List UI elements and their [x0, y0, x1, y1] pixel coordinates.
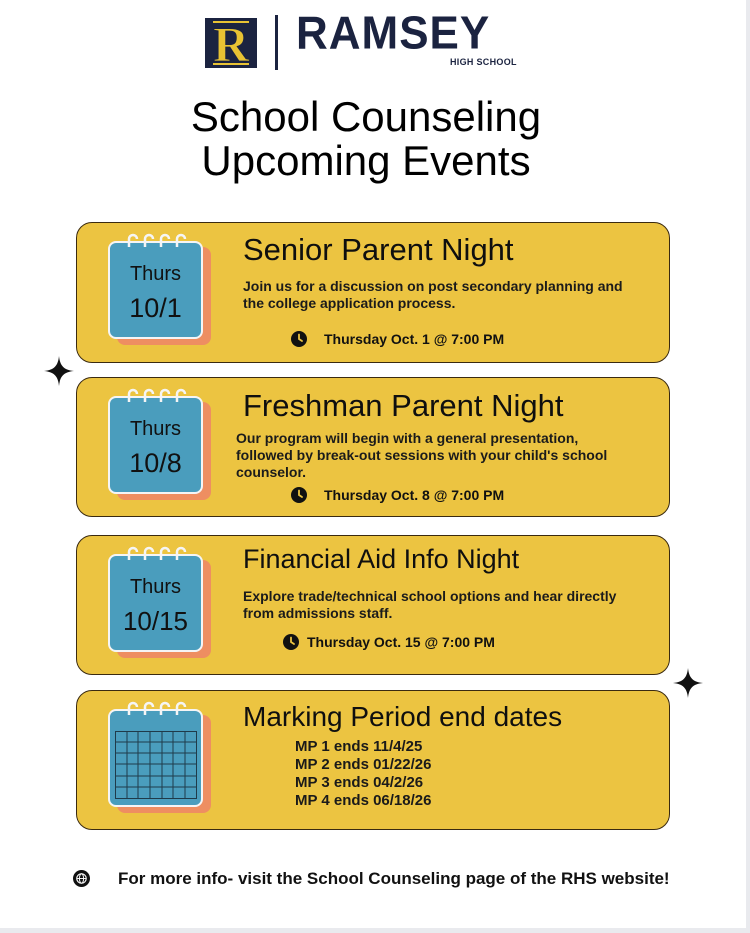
globe-icon: [73, 870, 90, 887]
event-card-financial-aid: [76, 535, 670, 675]
event-title: Financial Aid Info Night: [243, 544, 520, 574]
event-time: Thursday Oct. 1 @ 7:00 PM: [324, 331, 505, 347]
title-line-1: School Counseling: [190, 93, 542, 140]
event-description: Explore trade/technical school options and hear directly from admissions staff.: [243, 588, 617, 621]
event-description: Our program will begin with a general presentation, followed by break-out sessions with your child's school counselor.: [236, 430, 608, 480]
ramsey-r-logo: [203, 16, 259, 70]
calendar-grid: [115, 731, 197, 799]
marking-period-card: [76, 690, 670, 830]
page-title: [0, 95, 732, 183]
calendar-day: Thurs: [129, 576, 182, 598]
event-description: Join us for a discussion on post secondary planning and the college application process.: [243, 278, 623, 311]
event-card-senior-parent-night: [76, 222, 670, 363]
footer-info: For more info- visit the School Counseling page of the RHS website!: [118, 869, 670, 888]
calendar-date: 10/15: [122, 606, 189, 636]
mp-end-date: MP 2 ends 01/22/26: [295, 756, 432, 773]
mp-end-date: MP 1 ends 11/4/25: [295, 738, 423, 755]
clock-icon: [283, 634, 299, 650]
sparkle-icon: [44, 356, 74, 386]
mp-end-date: MP 3 ends 04/2/26: [295, 774, 424, 791]
calendar-icon: [107, 388, 215, 503]
calendar-icon: [107, 233, 215, 348]
calendar-icon: [107, 546, 215, 661]
calendar-day: Thurs: [129, 418, 182, 440]
calendar-date: 10/8: [129, 448, 182, 478]
event-title: Freshman Parent Night: [243, 388, 564, 423]
school-sub: HIGH SCHOOL: [450, 57, 517, 67]
event-time: Thursday Oct. 15 @ 7:00 PM: [307, 634, 495, 650]
calendar-date: 10/1: [129, 293, 182, 323]
clock-icon: [291, 487, 307, 503]
sparkle-icon: [673, 668, 703, 698]
marking-period-title: Marking Period end dates: [243, 701, 563, 732]
svg-text:R: R: [212, 16, 250, 70]
school-name: RAMSEY: [296, 7, 491, 60]
calendar-day: Thurs: [129, 263, 182, 285]
calendar-grid-icon: [107, 701, 215, 816]
title-line-2: Upcoming Events: [201, 137, 531, 184]
clock-icon: [291, 331, 307, 347]
event-title: Senior Parent Night: [243, 232, 514, 267]
logo-divider: [275, 15, 278, 70]
event-card-freshman-parent-night: [76, 377, 670, 517]
event-time: Thursday Oct. 8 @ 7:00 PM: [324, 487, 505, 503]
mp-end-date: MP 4 ends 06/18/26: [295, 792, 432, 809]
